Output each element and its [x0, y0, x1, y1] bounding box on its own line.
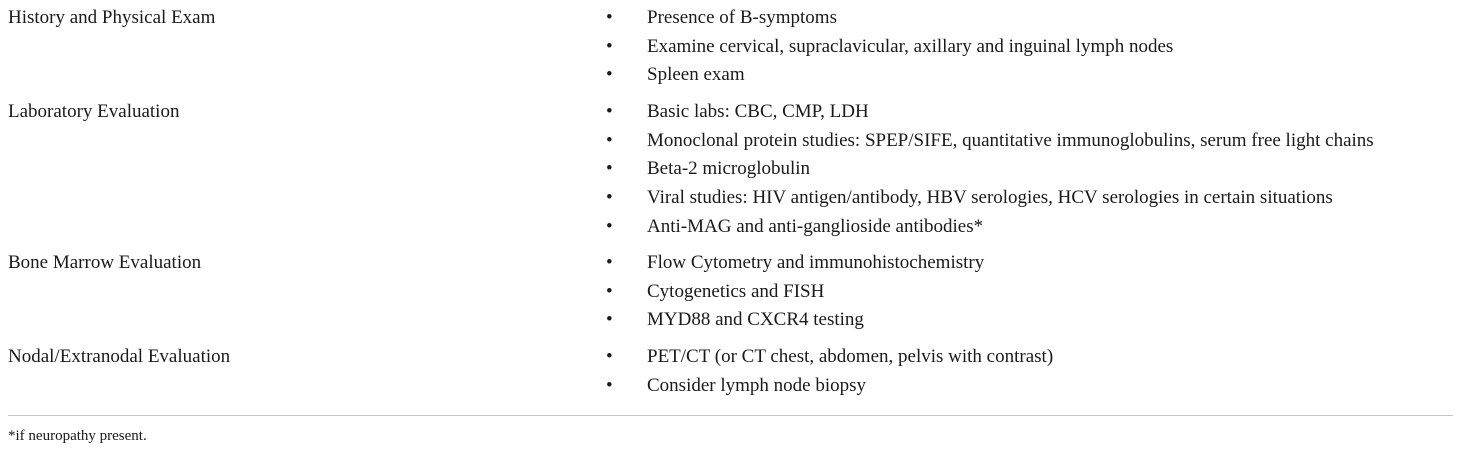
list-item: [590, 213, 1460, 242]
section-laboratory-evaluation: [0, 98, 1460, 249]
list-item: [590, 249, 1460, 278]
bullet-icon: •: [606, 309, 613, 331]
bullet-icon: •: [606, 215, 613, 237]
list-item-text: Beta-2 microglobulin: [647, 158, 811, 180]
bullet-list: [590, 98, 1460, 242]
list-item-text: Flow Cytometry and immunohistochemistry: [647, 252, 985, 273]
bullet-icon: •: [606, 252, 613, 273]
list-item: [590, 33, 1460, 62]
section-nodal-extranodal-evaluation: [0, 343, 1460, 409]
list-item: [590, 155, 1460, 184]
list-item: [590, 61, 1460, 90]
section-label: Laboratory Evaluation: [8, 101, 180, 122]
list-item-text: Examine cervical, supraclavicular, axillary and inguinal lymph nodes: [647, 35, 1174, 57]
bullet-icon: •: [606, 129, 613, 151]
list-item: [590, 4, 1460, 33]
bullet-icon: •: [606, 7, 613, 28]
list-item-text: Monoclonal protein studies: SPEP/SIFE, quantitative immunoglobulins, serum free light chains: [647, 129, 1374, 151]
bullet-list: [590, 4, 1460, 90]
table-footnote: *if neuropathy present.: [8, 428, 147, 444]
bullet-icon: •: [606, 158, 613, 180]
list-item: [590, 306, 1460, 335]
bullet-icon: •: [606, 64, 613, 86]
bullet-icon: •: [606, 374, 613, 396]
bullet-icon: •: [606, 280, 613, 302]
bullet-icon: •: [606, 187, 613, 209]
list-item-text: MYD88 and CXCR4 testing: [647, 309, 864, 331]
list-item: [590, 343, 1460, 372]
section-label: History and Physical Exam: [8, 7, 216, 28]
list-item: [590, 372, 1460, 401]
list-item-text: Viral studies: HIV antigen/antibody, HBV serologies, HCV serologies in certain situations: [647, 187, 1333, 209]
list-item: [590, 278, 1460, 307]
list-item-text: Consider lymph node biopsy: [647, 374, 867, 396]
list-item: [590, 98, 1460, 127]
list-item-text: Anti-MAG and anti-ganglioside antibodies*: [647, 215, 984, 237]
section-label: Nodal/Extranodal Evaluation: [8, 346, 231, 367]
bullet-list: [590, 249, 1460, 335]
bullet-icon: •: [606, 346, 613, 367]
section-bone-marrow-evaluation: [0, 249, 1460, 343]
bullet-icon: •: [606, 101, 613, 122]
bullet-icon: •: [606, 35, 613, 57]
list-item: [590, 127, 1460, 156]
list-item-text: Basic labs: CBC, CMP, LDH: [647, 101, 869, 122]
bullet-list: [590, 343, 1460, 400]
table-bottom-rule: [8, 415, 1453, 416]
section-history-physical-exam: [0, 4, 1460, 98]
section-label: Bone Marrow Evaluation: [8, 252, 202, 273]
list-item-text: Spleen exam: [647, 64, 745, 86]
list-item: [590, 184, 1460, 213]
list-item-text: Cytogenetics and FISH: [647, 280, 825, 302]
list-item-text: Presence of B-symptoms: [647, 7, 837, 28]
list-item-text: PET/CT (or CT chest, abdomen, pelvis with contrast): [647, 346, 1054, 367]
